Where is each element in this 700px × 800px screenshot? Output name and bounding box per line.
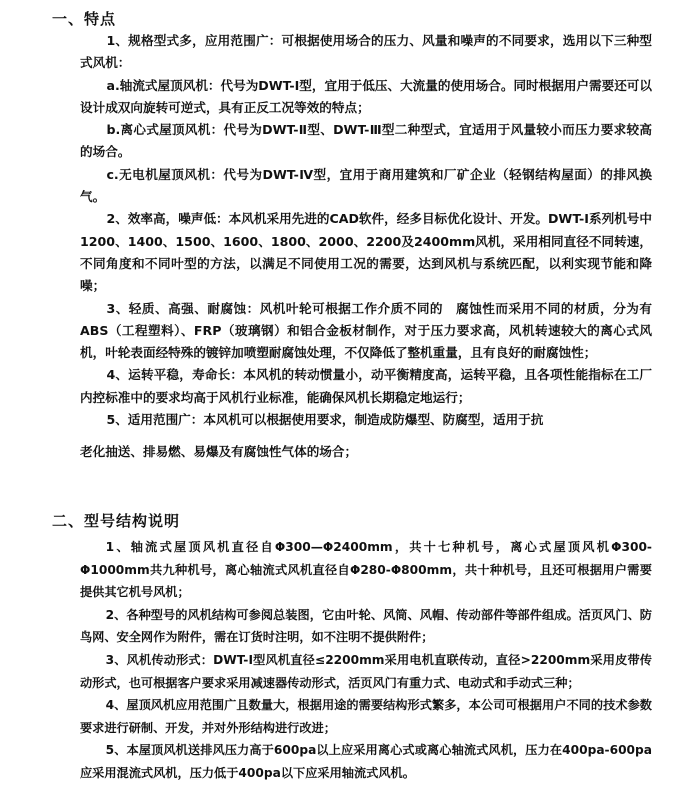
paragraph: 4、屋顶风机应用范围广且数量大，根据用途的需要结构形式繁多，本公司可根据用户不同的技术参数要求进行研制、开发，并对外形结构进行改进； <box>80 698 652 735</box>
paragraph: 5、适用范围广：本风机可以根据使用要求，制造成防爆型、防腐型，适用于抗 <box>106 412 544 428</box>
paragraph: b.离心式屋顶风机：代号为DWT-Ⅱ型、DWT-Ⅲ型二种型式，宜适用于风量较小而压力要求较高的场合。 <box>80 122 652 160</box>
paragraph: 老化抽送、排易燃、易爆及有腐蚀性气体的场合； <box>80 444 358 460</box>
paragraph: 1、轴流式屋顶风机直径自Φ300—Φ2400mm，共十七种机号，离心式屋顶风机Φ300-Φ1000mm共九种机号，离心轴流式风机直径自Φ280-Φ800mm，共十种机号，且还可根据用户需要提供其它机号风机； <box>80 540 652 600</box>
paragraph: 4、运转平稳，寿命长：本风机的转动惯量小，动平衡精度高，运转平稳，且各项性能指标在工厂内控标准中的要求均高于风机行业标准，能确保风机长期稳定地运行； <box>80 367 652 405</box>
section-body-features <box>80 30 652 464</box>
paragraph: 1、规格型式多，应用范围广：可根据使用场合的压力、风量和噪声的不同要求，选用以下三种型式风机： <box>80 33 652 71</box>
paragraph: 5、本屋顶风机送排风压力高于600pa以上应采用离心式或离心轴流式风机，压力在400pa-600pa应采用混流式风机，压力低于400pa以下应采用轴流式风机。 <box>80 743 652 780</box>
paragraph: c.无电机屋顶风机：代号为DWT-Ⅳ型，宜用于商用建筑和厂矿企业（轻钢结构屋面）的排风换气。 <box>80 166 652 205</box>
section-heading-features: 一、特点 <box>52 10 117 28</box>
section-heading-structure: 二、型号结构说明 <box>52 512 181 530</box>
section-body-structure <box>80 536 652 785</box>
paragraph: 3、风机传动形式：DWT-Ⅰ型风机直径≤2200mm采用电机直联传动，直径>2200mm采用皮带传动形式，也可根据客户要求采用减速器传动形式，活页风门有重力式、电动式和手动式三种； <box>80 652 652 690</box>
paragraph: a.轴流式屋顶风机：代号为DWT-Ⅰ型，宜用于低压、大流量的使用场合。同时根据用户需要还可以设计成双向旋转可逆式，具有正反工况等效的特点； <box>80 77 652 115</box>
paragraph: 3、轻质、高强、耐腐蚀：风机叶轮可根据工作介质不同的 腐蚀性而采用不同的材质，分为有ABS（工程塑料）、FRP（玻璃钢）和铝合金板材制作，对于压力要求高，风机转速较大的离心式风机，叶轮表面经特殊的镀锌加喷塑耐腐蚀处理，不仅降低了整机重量，且有良好的耐腐蚀性； <box>80 300 652 361</box>
paragraph: 2、效率高，噪声低：本风机采用先进的CAD软件，经多目标优化设计、开发。DWT-Ⅰ系列机号中1200、1400、1500、1600、1800、2000、2200及2400mm风机，采用相同直径不同转速，不同角度和不同叶型的方法，以满足不同使用工况的需要，达到风机与系统匹配，以利实现节能和降噪； <box>80 211 652 294</box>
paragraph: 2、各种型号的风机结构可参阅总装图，它由叶轮、风筒、风帽、传动部件等部件组成。活页风门、防鸟网、安全网作为附件，需在订货时注明，如不注明不提供附件； <box>80 607 652 645</box>
